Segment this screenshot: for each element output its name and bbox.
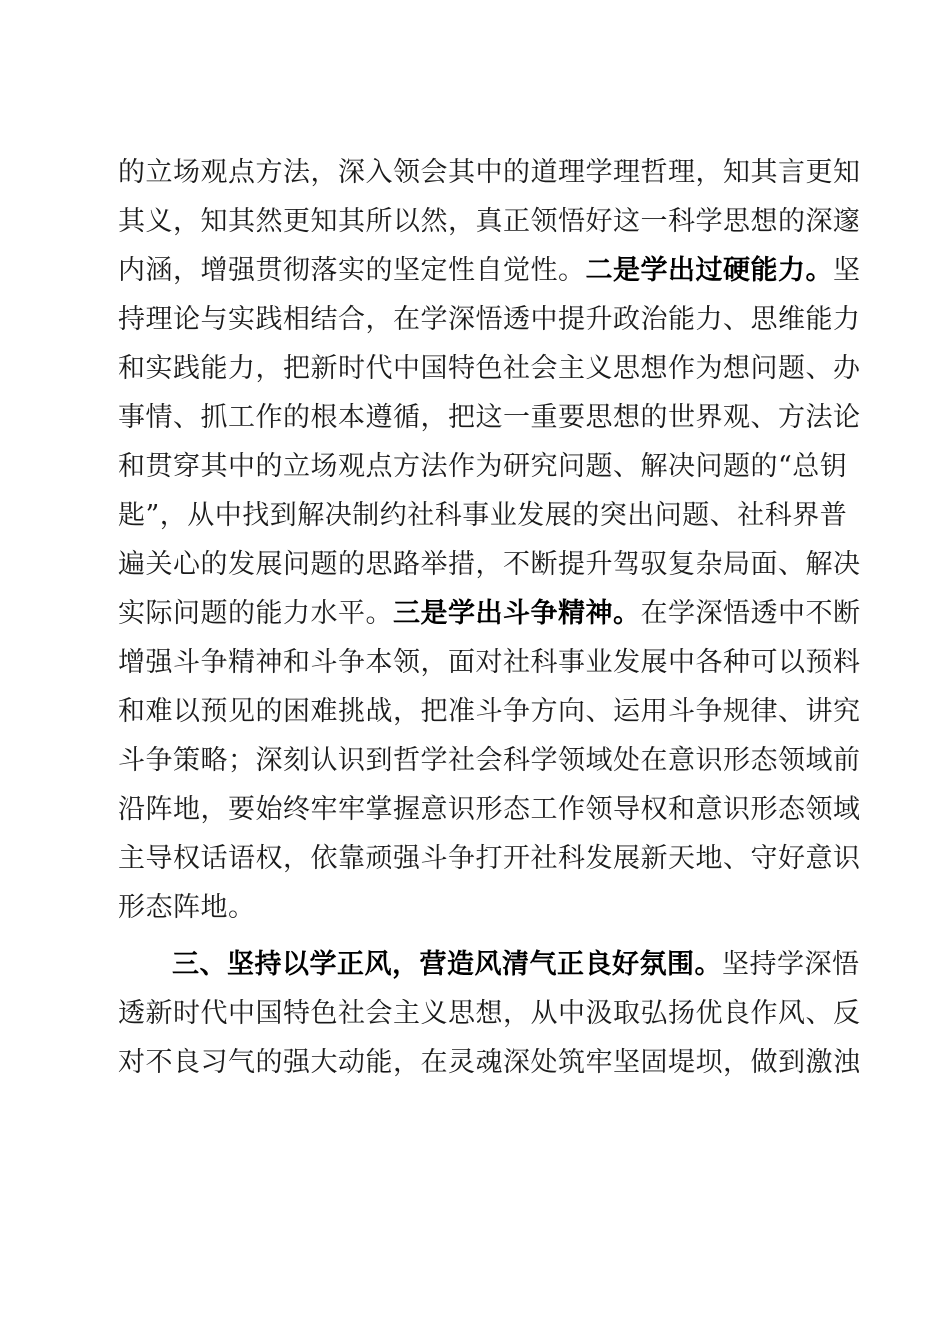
text-run: 在学深悟透中不断 — [640, 598, 861, 629]
section-heading: 三、坚持以学正风，营造风清气正良好氛围。 — [172, 949, 722, 980]
text-line: 持理论与实践相结合，在学深悟透中提升政治能力、思维能力 — [118, 304, 861, 335]
text-line: 和贯穿其中的立场观点方法作为研究问题、解决问题的“总钥 — [118, 451, 848, 482]
text-line: 沿阵地，要始终牢牢掌握意识形态工作领导权和意识形态领域 — [118, 794, 861, 825]
text-line: 斗争策略；深刻认识到哲学社会科学领域处在意识形态领域前 — [118, 745, 861, 776]
bold-heading-ability: 二是学出过硬能力。 — [585, 255, 833, 286]
text-line: 遍关心的发展问题的思路举措，不断提升驾驭复杂局面、解决 — [118, 549, 861, 580]
text-line: 透新时代中国特色社会主义思想，从中汲取弘扬优良作风、反 — [118, 998, 861, 1029]
text-run: 坚持学深悟 — [722, 949, 860, 980]
text-line: 形态阵地。 — [118, 892, 256, 923]
text-line: 其义，知其然更知其所以然，真正领悟好这一科学思想的深邃 — [118, 206, 861, 237]
text-line — [118, 940, 860, 989]
text-run: 内涵，增强贯彻落实的坚定性自觉性。 — [118, 255, 586, 286]
text-line — [118, 246, 861, 295]
bold-heading-struggle: 三是学出斗争精神。 — [393, 598, 641, 629]
text-line: 匙”，从中找到解决制约社科事业发展的突出问题、社科界普 — [118, 500, 848, 531]
text-line: 主导权话语权，依靠顽强斗争打开社科发展新天地、守好意识 — [118, 843, 861, 874]
text-run: 坚 — [833, 255, 861, 286]
text-line: 和难以预见的困难挑战，把准斗争方向、运用斗争规律、讲究 — [118, 696, 861, 727]
paragraph-section-three — [118, 940, 861, 1087]
text-line: 和实践能力，把新时代中国特色社会主义思想作为想问题、办 — [118, 353, 861, 384]
text-line — [118, 589, 861, 638]
text-run: 实际问题的能力水平。 — [118, 598, 393, 629]
text-line: 对不良习气的强大动能，在灵魂深处筑牢坚固堤坝，做到激浊 — [118, 1047, 861, 1078]
text-line: 的立场观点方法，深入领会其中的道理学理哲理，知其言更知 — [118, 157, 861, 188]
text-line: 增强斗争精神和斗争本领，面对社科事业发展中各种可以预料 — [118, 647, 861, 678]
paragraph-capabilities — [118, 148, 861, 932]
text-line: 事情、抓工作的根本遵循，把这一重要思想的世界观、方法论 — [118, 402, 861, 433]
